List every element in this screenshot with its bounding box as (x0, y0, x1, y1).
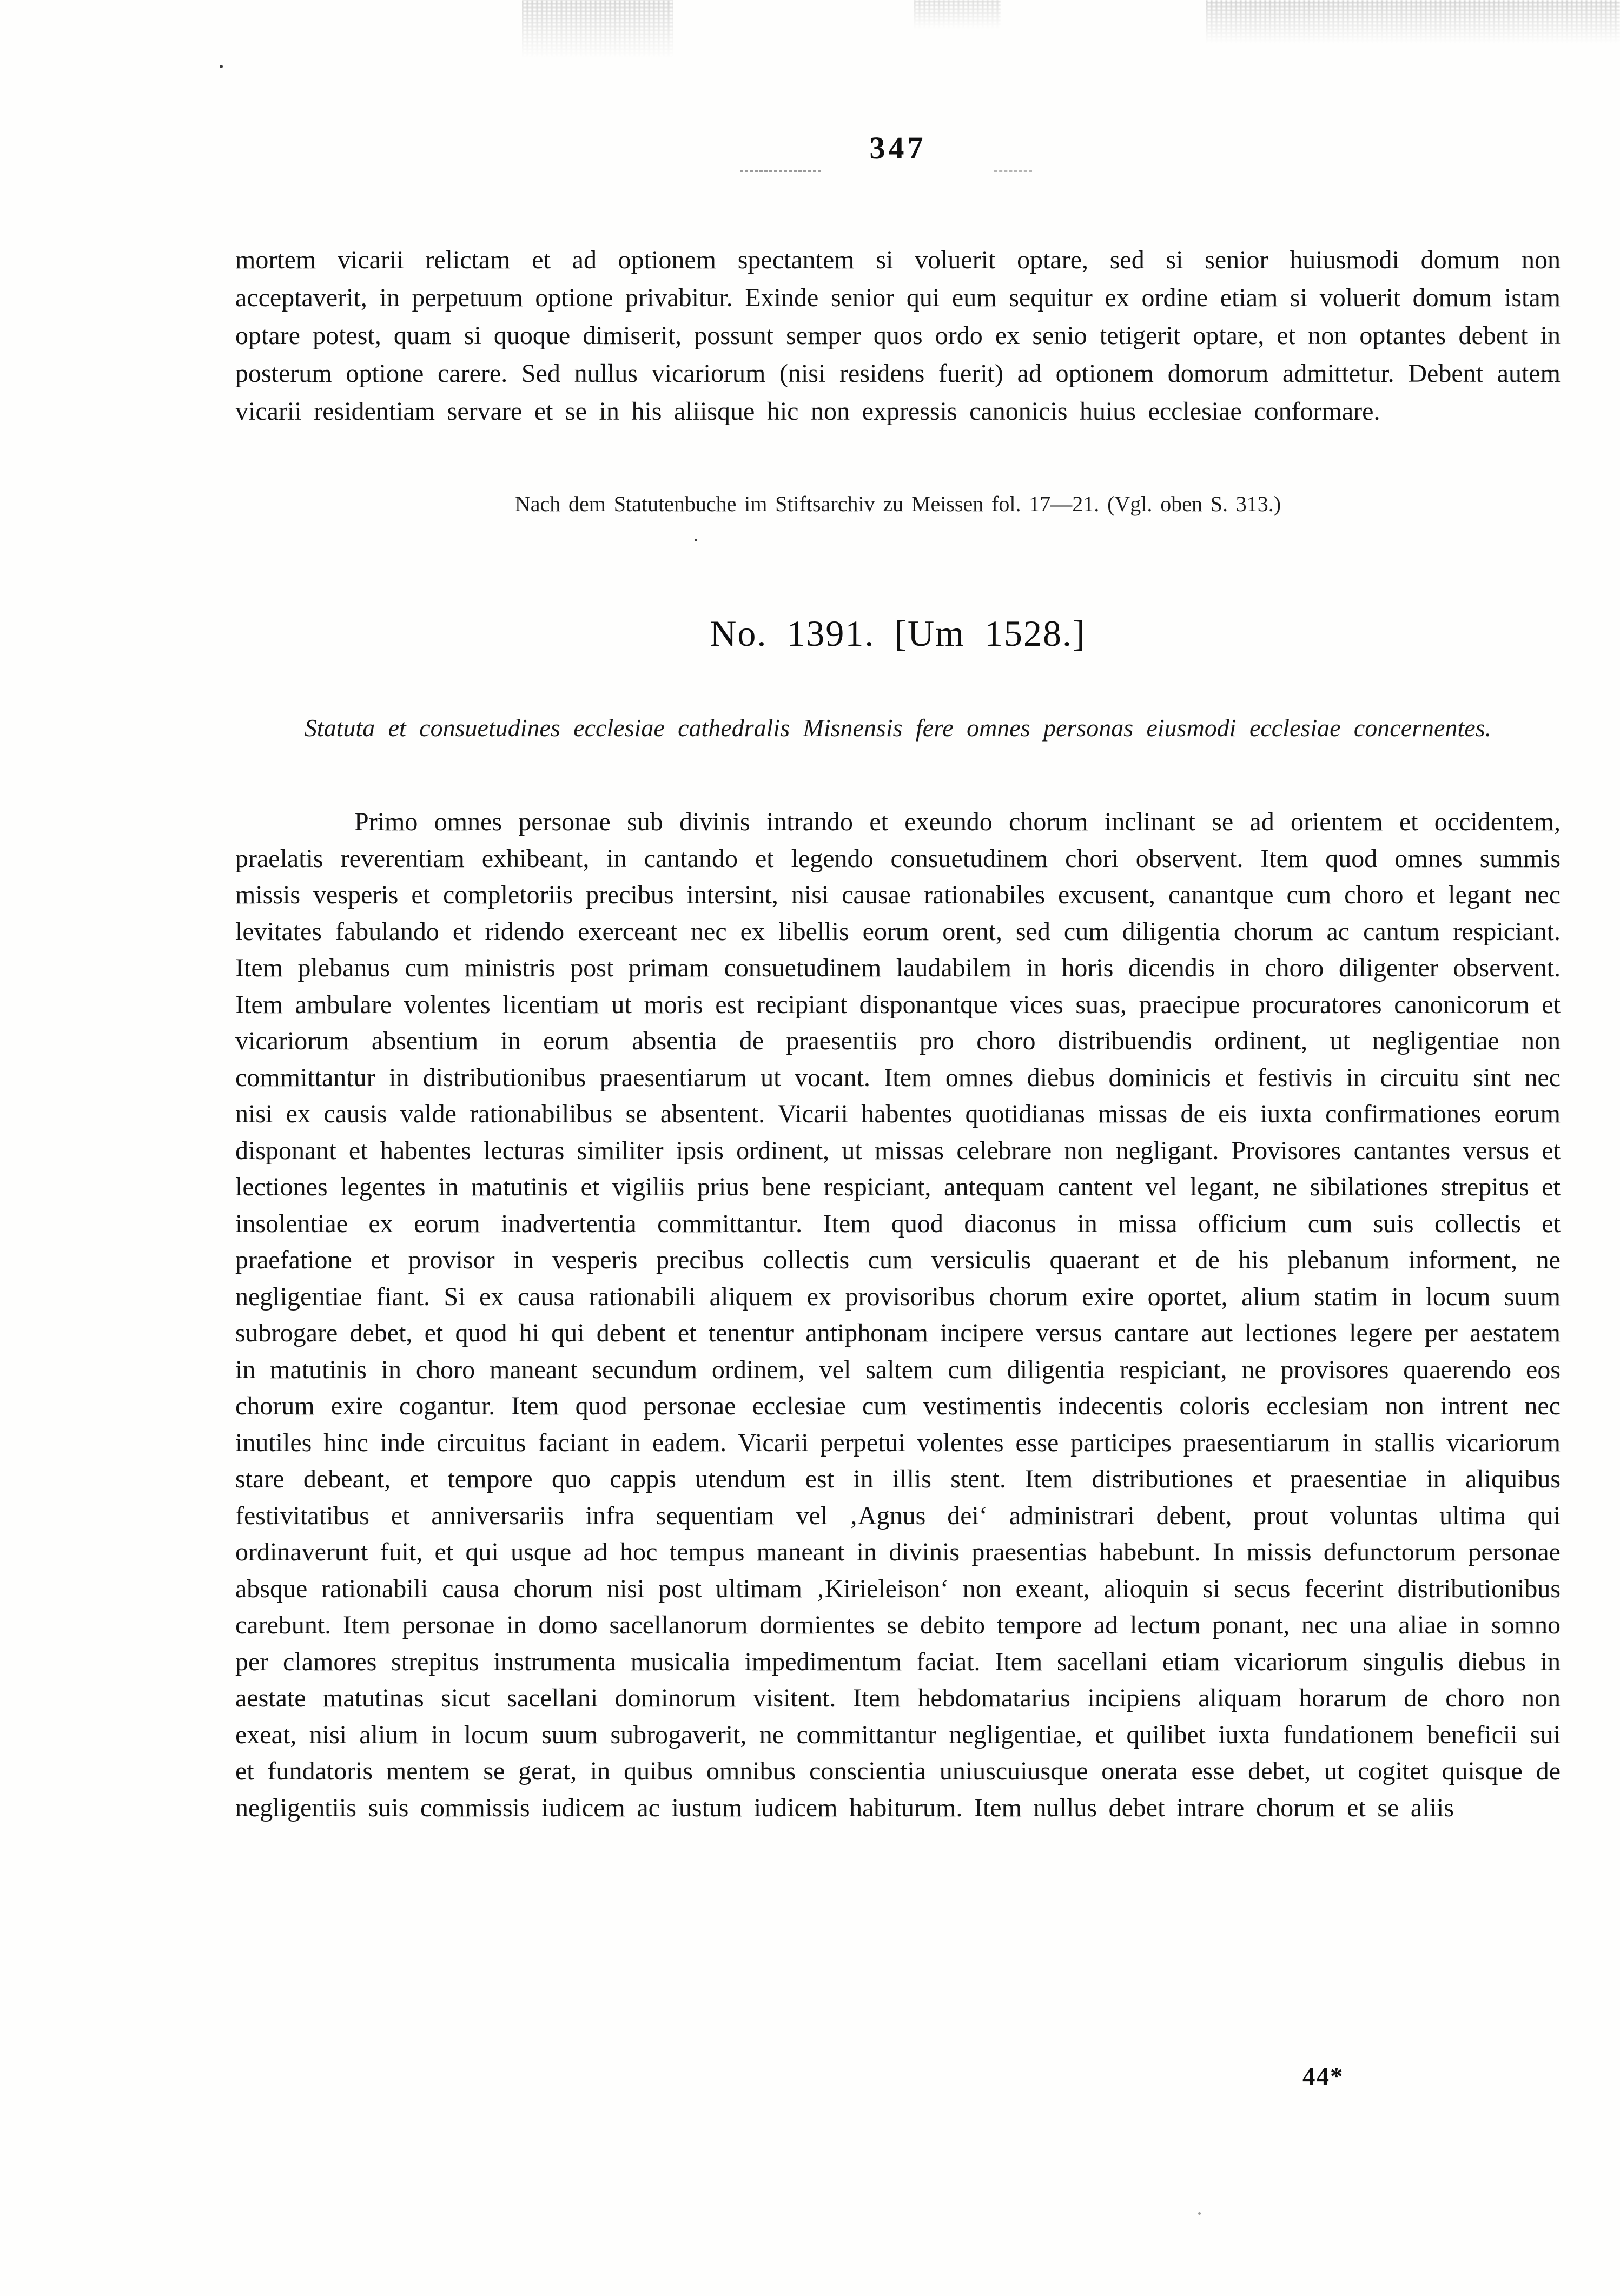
signature-mark: 44* (1302, 2062, 1344, 2090)
scan-artifact (1206, 0, 1620, 49)
source-note: Nach dem Statutenbuche im Stiftsarchiv zu Meissen fol. 17—21. (Vgl. oben S. 313.) (514, 492, 1281, 516)
statute-heading: No. 1391. [Um 1528.] (710, 613, 1086, 654)
intro-paragraph: mortem vicarii relictam et ad optionem spectantem si voluerit optare, sed si senior huiusmodi domum non acceptaverit, in perpetuum optione privabitur. Exinde senior qui eum sequitur ex ordine etiam si voluerit domum istam optare potest, quam si quoque dimiserit, possunt semper quos ordo ex senio tetigerit optare, et non optantes debent in posterum optione carere. Sed nullus vicariorum (nisi residens fuerit) ad optionem domorum admittetur. Debent autem vicarii residentiam servare et se in his aliisque hic non expressis canonicis huius ecclesiae conformare. (235, 246, 1561, 426)
scan-artifact (220, 65, 223, 68)
scan-artifact (695, 539, 697, 541)
statute-body: Primo omnes personae sub divinis intrando et exeundo chorum inclinant se ad orientem et occidentem, praelatis reverentiam exhibeant, in cantando et legendo consuetudinem chori observent. Item quod omnes summis missis vesperis et completoriis precibus intersint, nisi causae rationabiles excusent, canantque cum choro et legant nec levitates fabulando et ridendo exerceant nec ex libellis eorum orent, sed cum diligentia chorum ac cantum respiciant. Item plebanus cum ministris post primam consuetudinem laudabilem in horis dicendis in choro diligenter observent. Item ambulare volentes licentiam ut moris est recipiant disponantque vices suas, praecipue procuratores canonicorum et vicariorum absentium in eorum absentia de praesentiis pro choro distribuendis ordinent, ut negligentiae non committantur in distributionibus praesentiarum ut vocant. Item omnes diebus dominicis et festivis in circuitu sint nec nisi ex causis valde rationabilibus se absentent. Vicarii habentes quotidianas missas de eis iuxta confirmationes eorum disponant et habentes lecturas similiter ipsis ordinent, ut missas celebrare non negligant. Provisores cantantes versus et lectiones legentes in matutinis et vigiliis prius bene respiciant, antequam cantent vel legant, ne sibilationes strepitus et insolentiae ex eorum inadvertentia committantur. Item quod diaconus in missa officium cum suis collectis et praefatione et provisor in vesperis precibus collectis cum versiculis quaerant et de his plebanum informent, ne negligentiae fiant. Si ex causa rationabili aliquem ex provisoribus chorum exire oportet, alium statim in locum suum subrogare debet, et quod hi qui debent et tenentur antiphonam incipere versus cantare aut lectiones legere per aestatem in matutinis in choro maneant secundum ordinem, vel saltem cum diligentia respiciant, ne provisores quaerendo eos chorum exire cogantur. Item quod personae ecclesiae cum vestimentis indecentis coloris ecclesiam non intrent nec inutiles hinc inde circuitus faciant in eadem. Vicarii perpetui volentes esse participes praesentiarum in stallis vicariorum stare debeant, et tempore quo cappis utendum est in illis stent. Item distributiones et praesentiae in aliquibus festivitatibus et anniversariis infra sequentiam vel ‚Agnus dei‘ administrari debent, prout voluntas ultima qui ordinaverunt fuit, et qui usque ad hoc tempus maneant in divinis praesentias habebunt. In missis defunctorum personae absque rationabili causa chorum nisi post ultimam ‚Kirieleison‘ non exeant, alioquin si secus fecerint distributionibus carebunt. Item personae in domo sacellanorum dormientes se debito tempore ad lectum ponant, nec una aliae in somno per clamores strepitus instrumenta musicalia impedimentum faciat. Item sacellani etiam vicariorum singulis diebus in aestate matutinas sicut sacellani dominorum visitent. Item hebdomatarius incipiens aliquam horarum de choro non exeat, nisi alium in locum suum subrogaverit, ne committantur negligentiae, et quilibet iuxta fundationem beneficii sui et fundatoris mentem se gerat, in quibus omnibus conscientia uniuscuiusque onerata esse debet, ut cogitet quisque de negligentiis suis commissis iudicem ac iustum iudicem habiturum. Item nullus debet intrare chorum et se aliis (235, 808, 1561, 1822)
page-header (235, 130, 1561, 166)
page-number: 347 (869, 130, 927, 166)
scan-artifact (914, 0, 1001, 32)
scan-artifact-dashes (740, 170, 821, 172)
scan-artifact (522, 0, 673, 65)
scan-artifact-dashes (994, 170, 1032, 172)
statute-subtitle: Statuta et consuetudines ecclesiae cathedralis Misnensis fere omnes personas eiusmodi ecclesiae concernentes. (304, 714, 1492, 742)
scan-artifact (1198, 2212, 1201, 2215)
